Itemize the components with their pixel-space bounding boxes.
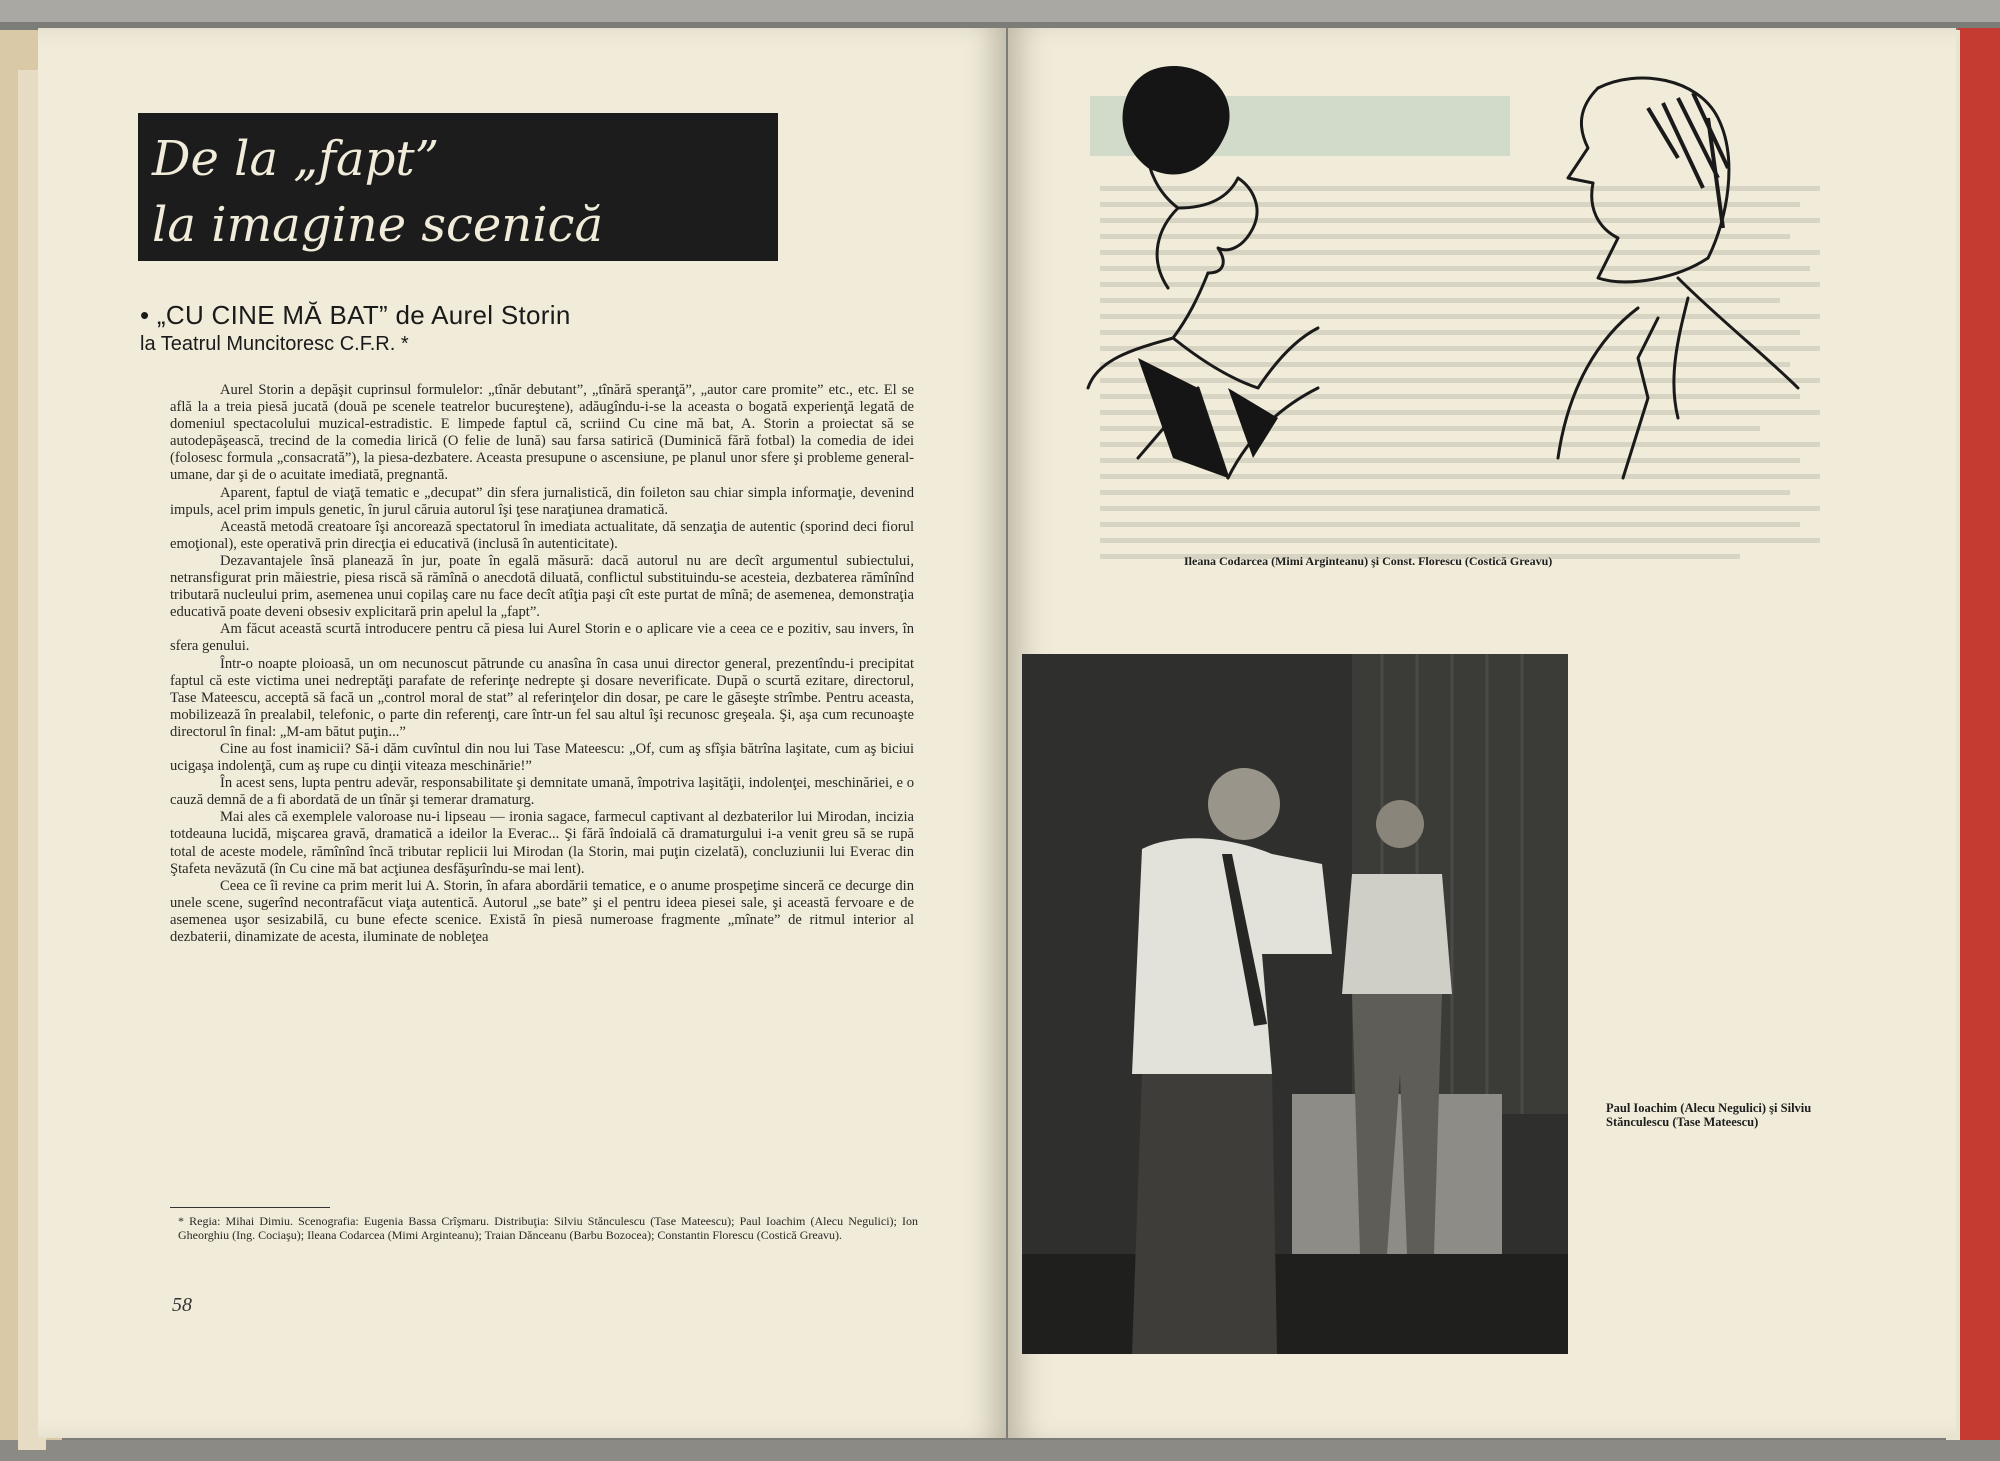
footnote: * Regia: Mihai Dimiu. Scenografia: Eugenia Bassa Crîşmaru. Distribuţia: Silviu Stănculescu (Tase Mateescu); Paul Ioachim (Alecu Negulici); Ion Gheorghiu (Ing. Cociaşu); Ileana Codarcea (Mimi Arginteanu); Traian Dănceanu (Barbu Bozocea); Constantin Florescu (Costică Greavu). [178,1214,918,1242]
article-subtitle: la Teatrul Muncitoresc C.F.R. * [140,333,409,355]
title-banner [138,113,778,261]
right-cover-board [1958,28,2000,1440]
paragraph: Aparent, faptul de viaţă tematic e „decupat” din sfera jurnalistică, din foileton sau chiar simpla informaţie, devenind impuls, acel prim impuls genetic, în jurul căruia autorul îşi ţese naraţiunea dramatică. [170,484,914,518]
banner-line-1: De la „fapt” [152,131,440,187]
caricature-caption: Ileana Codarcea (Mimi Arginteanu) şi Const. Florescu (Costică Greavu) [1184,554,1553,568]
paragraph: Am făcut această scurtă introducere pentru că piesa lui Aurel Storin e o aplicare vie a ceea ce e pozitiv, sau invers, în sfera genului. [170,621,914,655]
paragraph: Aurel Storin a depăşit cuprinsul formulelor: „tînăr debutant”, „tînără speranţă”, „autor care promite” etc., etc. El se află la a treia piesă jucată (două pe scenele teatrelor bucureştene), adăugîndu-i-se la aceasta o bogată experienţă legată de domeniul spectacolului muzical-estradistic. E limpede faptul că, scriind Cu cine mă bat, A. Storin a proiectat să se autodepăşească, trecind de la comedia lirică (O felie de lună) sau farsa satirică (Duminică fără fotbal) la comedia de idei (folosesc formula „consacrată”), la piesa-dezbatere. Aceasta presupune o ascensiune, pe planul unor sfere şi probleme general-umane, dar şi de o acuitate imediată, pregnantă. [170,382,914,484]
book-top-edge [0,0,2000,22]
paragraph: În acest sens, lupta pentru adevăr, responsabilitate şi demnitate umană, împotriva laşităţii, indolenţei, meschinăriei, e o cauză demnă de a fi abordată de un tînăr şi temerar dramaturg. [170,775,914,809]
paragraph: Dezavantajele însă planează în jur, poate în egală măsură: dacă autorul nu are decît argumentul subiectului, netransfigurat prin măiestrie, piesa riscă să rămînă o anecdotă diluată, conflictul substituindu-se acesteia, dezbaterea rămînînd tributară nucleului prim, asemenea unui copilaş care nu face decît atîţia paşi cît este purtat de mînă; de asemenea, demonstraţia educativă poate deveni obsesiv explicitară prin apelul la „fapt”. [170,552,914,621]
article-body [170,382,914,946]
photo-caption: Paul Ioachim (Alecu Negulici) şi Silviu Stănculescu (Tase Mateescu) [1606,1101,1812,1129]
paragraph: Ceea ce îi revine ca prim merit lui A. Storin, în afara abordării tematice, e o anume prospeţime sinceră ce decurge din unele scene, sugerînd necontrafăcut viaţa autentică. Autorul „se bate” şi el pentru ideea piesei sale, şi această fervoare e de asemenea uşor sesizabilă, cu bune efecte scenice. Există în piesă numeroase fragmente „mînate” de ritmul interior al dezbaterii, dinamizate de acesta, iluminate de nobleţea [170,877,914,945]
paragraph: Mai ales că exemplele valoroase nu-i lipseau — ironia sagace, farmecul captivant al dezbaterilor lui Mirodan, incizia totdeauna lucidă, mişcarea gravă, dramatică a ideilor la Everac... Şi fără îndoială că dramaturgului i-a venit greu să se rupă total de aceste modele, rămînînd încă tributar replicii lui Mirodan (la Storin, mai puţin cizelată), concluziunii lui Everac din Ştafeta nevăzută (în Cu cine mă bat acţiunea desfăşurîndu-se mai lent). [170,809,914,877]
caricature-drawing [1078,58,1818,538]
paragraph: Cine au fost inamicii? Să-i dăm cuvîntul din nou lui Tase Mateescu: „Of, cum aş sfîşia bătrîna laşitate, cum aş biciui ucigaşa indolenţă, cum aş rupe cu dinţii viteaza meschinărie!” [170,740,914,775]
footnote-rule [170,1207,330,1208]
banner-line-2: la imagine scenică [152,197,604,253]
book-bottom-edge [0,1440,2000,1461]
paragraph: Într-o noapte ploioasă, un om necunoscut pătrunde cu anasîna în casa unui director general, prezentîndu-i precipitat faptul că este victima unei nedreptăţi parafate de referinţe nedrepte şi dosare neverificate. După o scurtă ezitare, directorul, Tase Mateescu, acceptă să facă un „control moral de stat” al referinţelor din dosar, pe care le găseşte strîmbe. Pentru aceasta, mobilizează în prealabil, telefonic, o parte din referenţi, care într-un fel sau altul îşi recunosc greşeala. Şi, aşa cum recunoaşte directorul în final: „M-am bătut puţin...” [170,655,914,740]
article-title: • „CU CINE MĂ BAT” de Aurel Storin [140,300,571,330]
stage-photo [1022,654,1568,1354]
paragraph: Această metodă creatoare îşi ancorează spectatorul în imediata actualitate, dă senzaţia de autentic (sporind deci fiorul emoţional), este operativă prin direcţia ei educativă (inclusă în autenticitate). [170,518,914,552]
page-number: 58 [172,1294,192,1316]
